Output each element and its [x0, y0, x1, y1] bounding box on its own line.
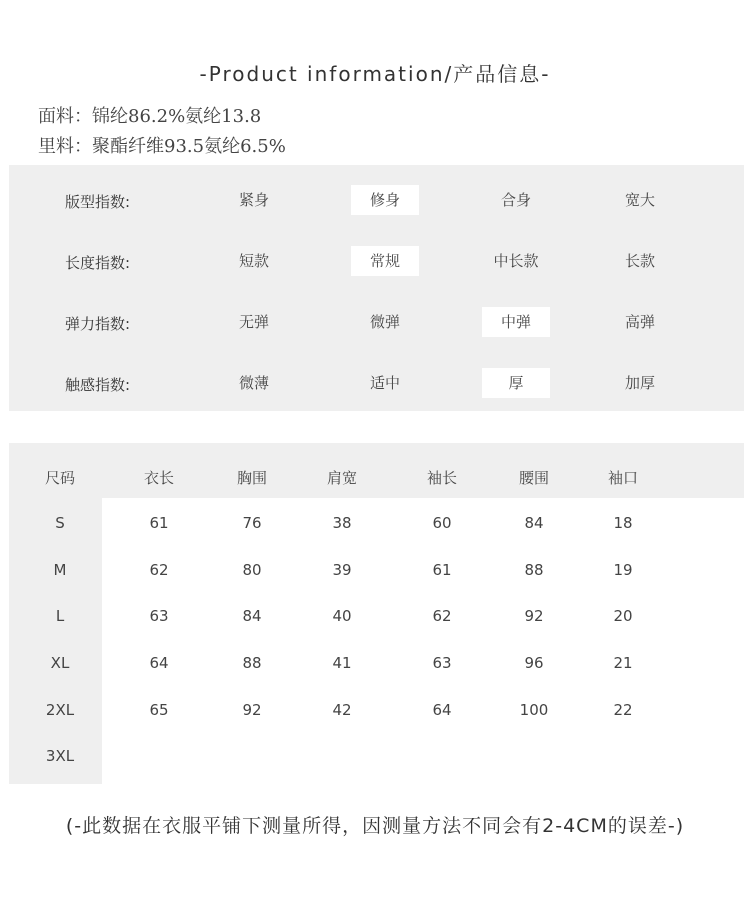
index-option: 中长款 — [493, 252, 539, 270]
index-option: 微薄 — [238, 374, 269, 392]
index-option: 高弹 — [624, 313, 655, 331]
table-cell: 19 — [613, 561, 633, 579]
table-cell: 76 — [242, 514, 262, 532]
index-option-selected: 厚 — [482, 368, 550, 398]
table-cell: 84 — [524, 514, 544, 532]
table-header-cell: 胸围 — [236, 469, 267, 487]
table-cell: 64 — [432, 701, 452, 719]
table-cell: 61 — [432, 561, 452, 579]
table-cell: 62 — [432, 607, 452, 625]
table-header-cell: 袖口 — [607, 469, 638, 487]
index-option: 合身 — [500, 191, 531, 209]
table-cell: 38 — [332, 514, 352, 532]
table-cell: 63 — [149, 607, 169, 625]
table-header-cell: 肩宽 — [326, 469, 357, 487]
measurement-note: (-此数据在衣服平铺下测量所得，因测量方法不同会有2-4CM的误差-) — [65, 815, 685, 837]
index-row — [9, 185, 744, 215]
table-cell: 63 — [432, 654, 452, 672]
table-cell: 96 — [524, 654, 544, 672]
table-cell: 40 — [332, 607, 352, 625]
table-cell: 39 — [332, 561, 352, 579]
index-row — [9, 307, 744, 337]
size-table-side-band — [9, 498, 102, 784]
table-cell: 60 — [432, 514, 452, 532]
table-cell: 92 — [242, 701, 262, 719]
table-cell: 80 — [242, 561, 262, 579]
table-cell: 61 — [149, 514, 169, 532]
index-option-selected: 中弹 — [482, 307, 550, 337]
size-label-cell: XL — [50, 654, 70, 672]
index-label: 长度指数: — [65, 254, 131, 272]
table-cell: 22 — [613, 701, 633, 719]
table-cell: 20 — [613, 607, 633, 625]
table-cell: 84 — [242, 607, 262, 625]
index-row — [9, 368, 744, 398]
table-cell: 62 — [149, 561, 169, 579]
table-cell: 18 — [613, 514, 633, 532]
index-option-selected: 常规 — [351, 246, 419, 276]
index-option: 长款 — [624, 252, 655, 270]
size-label-cell: 3XL — [45, 747, 75, 765]
table-header-cell: 腰围 — [518, 469, 549, 487]
index-option: 加厚 — [624, 374, 655, 392]
fit-index-panel — [9, 165, 744, 411]
table-cell: 92 — [524, 607, 544, 625]
table-header-cell: 尺码 — [44, 469, 75, 487]
size-label-cell: M — [53, 561, 67, 579]
index-option-selected: 修身 — [351, 185, 419, 215]
table-cell: 41 — [332, 654, 352, 672]
index-option: 宽大 — [624, 191, 655, 209]
index-option: 无弹 — [238, 313, 269, 331]
fabric-composition: 面料：锦纶86.2%氨纶13.8 — [38, 106, 262, 127]
table-cell: 88 — [524, 561, 544, 579]
index-label: 版型指数: — [65, 193, 131, 211]
table-cell: 21 — [613, 654, 633, 672]
index-label: 触感指数: — [65, 376, 131, 394]
index-option: 短款 — [238, 252, 269, 270]
table-cell: 88 — [242, 654, 262, 672]
lining-composition: 里料：聚酯纤维93.5氨纶6.5% — [38, 136, 286, 157]
index-option: 紧身 — [238, 191, 269, 209]
table-cell: 64 — [149, 654, 169, 672]
index-label: 弹力指数: — [65, 315, 131, 333]
table-cell: 100 — [519, 701, 549, 719]
size-label-cell: S — [55, 514, 65, 532]
table-cell: 42 — [332, 701, 352, 719]
table-header-cell: 衣长 — [143, 469, 174, 487]
table-cell: 65 — [149, 701, 169, 719]
index-option: 适中 — [369, 374, 400, 392]
index-row — [9, 246, 744, 276]
index-option: 微弹 — [369, 313, 400, 331]
page-title: -Product information/产品信息- — [199, 62, 551, 86]
size-label-cell: L — [55, 607, 65, 625]
table-header-cell: 袖长 — [426, 469, 457, 487]
size-label-cell: 2XL — [45, 701, 75, 719]
